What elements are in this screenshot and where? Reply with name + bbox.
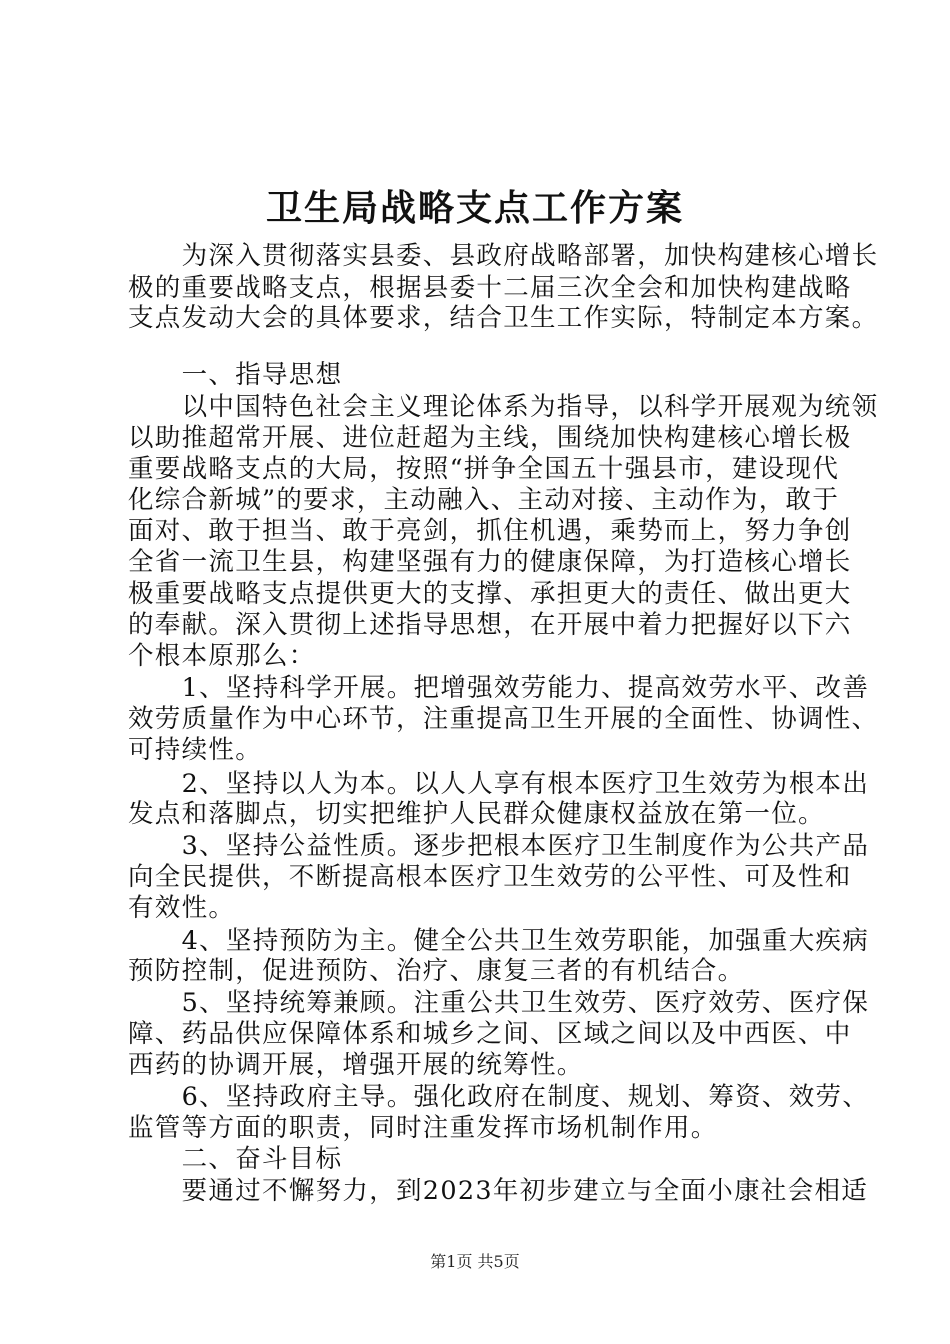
body-line: 一、指导思想	[128, 360, 343, 390]
body-line: 个根本原那么：	[128, 641, 316, 671]
body-line: 以中国特色社会主义理论体系为指导，以科学开展观为统领	[128, 392, 879, 422]
body-line: 向全民提供，不断提高根本医疗卫生效劳的公平性、可及性和	[128, 862, 852, 892]
body-line: 预防控制，促进预防、治疗、康复三者的有机结合。	[128, 956, 745, 986]
body-line: 3、坚持公益性质。逐步把根本医疗卫生制度作为公共产品	[128, 831, 870, 861]
body-line: 面对、敢于担当、敢于亮剑，抓住机遇，乘势而上，努力争创	[128, 516, 852, 546]
body-line: 6、坚持政府主导。强化政府在制度、规划、筹资、效劳、	[128, 1082, 870, 1112]
body-line: 2、坚持以人为本。以人人享有根本医疗卫生效劳为根本出	[128, 769, 870, 799]
body-line: 以助推超常开展、进位赶超为主线，围绕加快构建核心增长极	[128, 423, 852, 453]
body-line: 4、坚持预防为主。健全公共卫生效劳职能，加强重大疾病	[128, 926, 870, 956]
body-line: 极的重要战略支点，根据县委十二届三次全会和加快构建战略	[128, 273, 852, 303]
body-line: 化综合新城”的要求，主动融入、主动对接、主动作为，敢于	[128, 485, 840, 515]
body-line: 发点和落脚点，切实把维护人民群众健康权益放在第一位。	[128, 799, 825, 829]
body-line: 重要战略支点的大局，按照“拼争全国五十强县市，建设现代	[128, 454, 840, 484]
body-line: 有效性。	[128, 893, 236, 923]
body-line: 效劳质量作为中心环节，注重提高卫生开展的全面性、协调性、	[128, 704, 879, 734]
document-title: 卫生局战略支点工作方案	[265, 187, 684, 229]
body-line: 要通过不懈努力，到2023年初步建立与全面小康社会相适	[128, 1176, 869, 1206]
body-line: 西药的协调开展，增强开展的统筹性。	[128, 1050, 584, 1080]
page-footer: 第1页 共5页	[430, 1252, 520, 1271]
body-line: 极重要战略支点提供更大的支撑、承担更大的责任、做出更大	[128, 579, 852, 609]
body-line: 的奉献。深入贯彻上述指导思想，在开展中着力把握好以下六	[128, 610, 852, 640]
body-line: 可持续性。	[128, 735, 263, 765]
body-line: 5、坚持统筹兼顾。注重公共卫生效劳、医疗效劳、医疗保	[128, 988, 870, 1018]
body-line: 二、奋斗目标	[128, 1144, 343, 1174]
body-line: 1、坚持科学开展。把增强效劳能力、提高效劳水平、改善	[128, 673, 870, 703]
body-line: 监管等方面的职责，同时注重发挥市场机制作用。	[128, 1113, 718, 1143]
body-line: 障、药品供应保障体系和城乡之间、区域之间以及中西医、中	[128, 1019, 852, 1049]
body-line: 为深入贯彻落实县委、县政府战略部署，加快构建核心增长	[128, 241, 879, 271]
body-line: 支点发动大会的具体要求，结合卫生工作实际，特制定本方案。	[128, 303, 879, 333]
body-line: 全省一流卫生县，构建坚强有力的健康保障，为打造核心增长	[128, 547, 852, 577]
